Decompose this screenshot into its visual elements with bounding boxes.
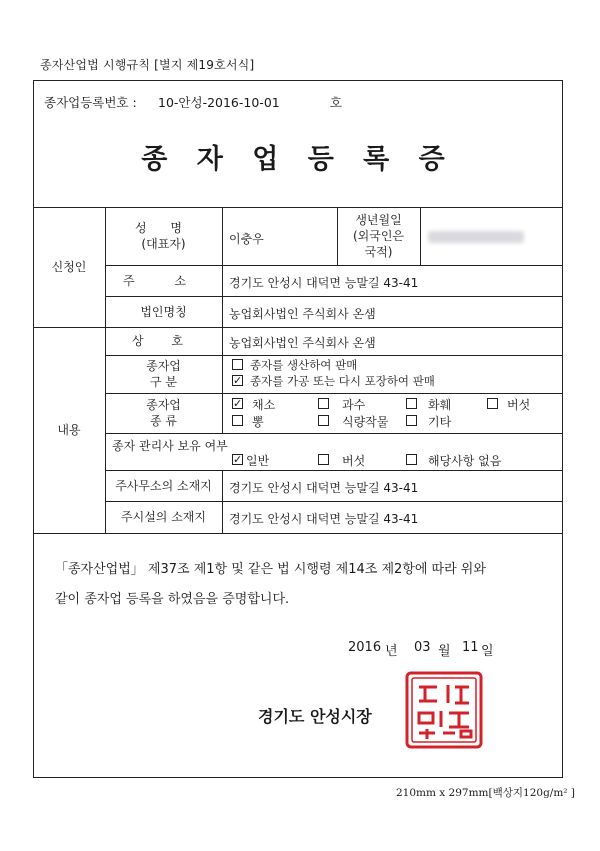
checkbox-label: 해당사항 없음 xyxy=(428,454,502,468)
type-label-line: 종 류 xyxy=(150,414,177,428)
issue-year: 2016 xyxy=(348,640,382,655)
checkbox-label: 버섯 xyxy=(342,454,366,468)
table-top-border xyxy=(33,207,563,208)
address-label: 주 소 xyxy=(123,273,204,288)
checkbox-label: 종자를 생산하여 판매 xyxy=(250,358,358,372)
form-reference: 종자산업법 시행규칙 [별지 제19호서식] xyxy=(40,58,255,72)
checkbox-manager-none[interactable] xyxy=(406,454,417,465)
statement-line: 같이 종자업 등록을 하였음을 증명합니다. xyxy=(55,592,290,607)
checkbox-label: 채소 xyxy=(252,398,276,412)
birth-value-divider xyxy=(420,207,421,265)
label-column-divider xyxy=(222,207,223,433)
applicant-section-label: 신청인 xyxy=(51,260,87,274)
birth-label xyxy=(337,207,420,265)
checkbox-label: 뽕 xyxy=(252,415,264,429)
category-label-line: 구 분 xyxy=(150,375,177,389)
manager-label: 종자 관리사 보유 여부 xyxy=(112,439,228,453)
checkbox-other[interactable] xyxy=(406,415,417,426)
corporation-label: 법인명칭 xyxy=(140,304,187,319)
registration-number-row xyxy=(44,93,343,111)
label-column-divider xyxy=(222,470,223,533)
registration-number-suffix: 호 xyxy=(330,95,343,110)
birth-label-line: (외국인은 xyxy=(352,229,405,243)
certification-statement xyxy=(55,555,555,615)
checkbox-mushroom[interactable] xyxy=(487,398,498,409)
trade-name-value: 농업회사법인 주식회사 온샘 xyxy=(229,336,376,350)
facility-location-label: 주시설의 소재지 xyxy=(121,510,206,524)
office-location-label: 주사무소의 소재지 xyxy=(115,478,212,493)
checkbox-food-crops[interactable] xyxy=(318,415,329,426)
paper-spec: 210mm x 297mm[백상지120g/m² ] xyxy=(396,787,575,799)
statement-line: 「종자산업법」 제37조 제1항 및 같은 법 시행령 제14조 제2항에 따라 위와 xyxy=(55,562,486,577)
category-label xyxy=(105,355,222,393)
content-section-label: 내용 xyxy=(57,423,81,437)
checkbox-label: 일반 xyxy=(246,454,270,468)
checkbox-flowers[interactable] xyxy=(406,398,417,409)
category-label-line: 종자업 xyxy=(146,359,181,373)
registration-number: 10-안성-2016-10-01 xyxy=(158,95,280,110)
checkbox-manager-general[interactable]: ✓ xyxy=(233,453,243,466)
checkbox-mulberry[interactable] xyxy=(232,415,243,426)
type-label xyxy=(105,393,222,433)
birth-label-line: 생년월일 xyxy=(355,213,402,227)
issue-month: 03 xyxy=(414,640,431,655)
year-unit: 년 xyxy=(385,644,398,659)
checkbox-label: 버섯 xyxy=(507,398,531,412)
name-value: 이충우 xyxy=(229,232,264,246)
checkbox-label: 종자를 가공 또는 다시 포장하여 판매 xyxy=(250,374,435,388)
facility-location-value: 경기도 안성시 대덕면 능말길 43-41 xyxy=(229,512,419,526)
name-label-line: (대표자) xyxy=(141,237,186,251)
checkbox-label: 화훼 xyxy=(428,398,452,412)
row-divider xyxy=(105,433,563,434)
checkbox-fruit[interactable] xyxy=(318,398,329,409)
day-unit: 일 xyxy=(481,644,494,659)
checkbox-produce[interactable] xyxy=(232,359,243,370)
corporation-value: 농업회사법인 주식회사 온샘 xyxy=(229,307,376,321)
checkbox-label: 식량작물 xyxy=(342,415,389,429)
checkbox-label: 기타 xyxy=(428,415,452,429)
redacted-birthdate xyxy=(428,231,524,243)
checkbox-manager-mushroom[interactable] xyxy=(318,454,329,465)
registration-number-label: 종자업등록번호 : xyxy=(44,95,137,110)
name-label-line: 성 명 xyxy=(135,221,192,235)
type-label-line: 종자업 xyxy=(146,398,181,412)
table-bottom-border xyxy=(33,533,563,534)
birth-label-line: 국적) xyxy=(364,245,393,259)
issuer-name: 경기도 안성시장 xyxy=(258,707,372,726)
name-label xyxy=(105,212,222,260)
checkbox-vegetables[interactable]: ✓ xyxy=(233,397,243,410)
checkbox-label: 과수 xyxy=(342,398,366,412)
office-location-value: 경기도 안성시 대덕면 능말길 43-41 xyxy=(229,481,419,495)
checkbox-process[interactable]: ✓ xyxy=(233,374,243,387)
official-seal-icon xyxy=(403,669,485,751)
month-unit: 월 xyxy=(438,644,451,659)
address-value: 경기도 안성시 대덕면 능말길 43-41 xyxy=(229,276,419,290)
trade-name-label: 상 호 xyxy=(132,334,195,348)
document-title: 종 자 업 등 록 증 xyxy=(141,144,455,175)
issue-day: 11 xyxy=(462,640,479,655)
